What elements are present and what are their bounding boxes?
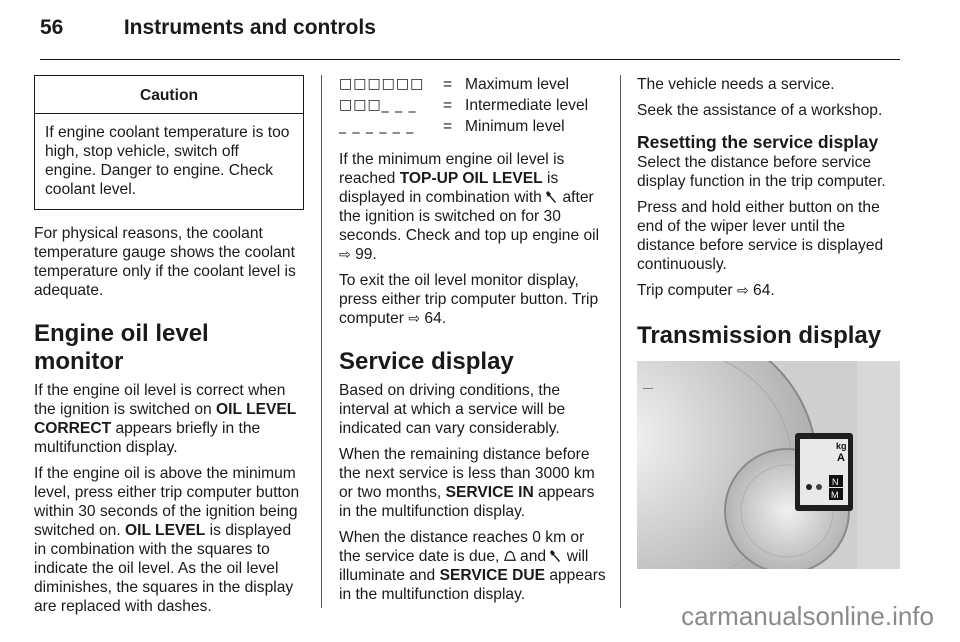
service-display-heading: Service display <box>339 348 514 375</box>
column-separator <box>321 75 322 608</box>
column-3 <box>637 75 901 574</box>
caution-box <box>34 75 304 210</box>
service-paragraph-2: When the remaining distance before the next service is less than 3000 km or two months, SERVICE IN appears in the multifunction display. <box>339 446 595 520</box>
level-row-min: _ _ _ _ _ _ = Minimum level <box>339 118 565 135</box>
wrench-icon <box>546 190 558 204</box>
column-1 <box>34 75 304 623</box>
level-row-intermediate: □□□_ _ _ = Intermediate level <box>339 97 589 114</box>
header-rule <box>40 59 900 60</box>
min-level-paragraph: If the minimum engine oil level is reached TOP-UP OIL LEVEL is displayed in combination with after the ignition is switched on for 30 seconds. Check and top up engine oil ⇨ 99. <box>339 151 600 263</box>
page-reference-arrow-icon: ⇨ <box>339 246 351 262</box>
oil-level-heading: Engine oil level monitor <box>34 320 209 375</box>
coolant-paragraph: For physical reasons, the coolant temperature gauge shows the coolant temperature only if the coolant level is adequate. <box>34 225 296 299</box>
service-paragraph-3: When the distance reaches 0 km or the service date is due, and will illuminate and SERVICE DUE appears in the multifunction display. <box>339 529 606 603</box>
reset-service-heading: Resetting the service display <box>637 132 879 152</box>
service-light-icon <box>504 549 516 563</box>
page-header <box>40 16 376 40</box>
exit-paragraph: To exit the oil level monitor display, press either trip computer button. Trip computer ⇨ 64. <box>339 272 599 327</box>
watermark: carmanualsonline.info <box>681 601 934 631</box>
caution-title: Caution <box>35 76 303 114</box>
service-needed-paragraph: The vehicle needs a service. <box>637 76 835 93</box>
workshop-paragraph: Seek the assistance of a workshop. <box>637 102 883 119</box>
instrument-cluster-image <box>637 361 900 569</box>
transmission-display-heading: Transmission display <box>637 322 882 349</box>
column-2 <box>339 75 606 611</box>
display-kg-label: kg <box>836 441 847 451</box>
column-separator <box>620 75 621 608</box>
caution-text: If engine coolant temperature is too high, stop vehicle, switch off engine. Danger to engine. Check coolant level. <box>45 124 290 198</box>
oil-paragraph-2: If the engine oil is above the minimum level, press either trip computer button within 30 seconds of the ignition being switched on. OIL LEVEL is displayed in combination with the squares to indicate the oil level. As the oil level diminishes, the squares in the display are replaced with dashes. <box>34 465 300 615</box>
service-paragraph-1: Based on driving conditions, the interval at which a service will be indicated can vary considerably. <box>339 382 566 437</box>
display-gear-label: A <box>837 452 845 464</box>
page-reference-arrow-icon: ⇨ <box>736 282 749 298</box>
wrench-icon <box>550 549 562 563</box>
level-row-max: □□□□□□ = Maximum level <box>339 76 569 93</box>
page-reference-arrow-icon: ⇨ <box>408 310 421 326</box>
snow-icon <box>816 484 822 490</box>
reset-paragraph-1: Select the distance before service display function in the trip computer. <box>637 154 886 190</box>
trip-computer-reference: Trip computer ⇨ 64. <box>637 282 775 299</box>
page-number: 56 <box>40 16 64 39</box>
gauge-tick-label: — <box>643 383 653 394</box>
display-n-label: N <box>832 477 839 487</box>
page-title: Instruments and controls <box>123 16 376 39</box>
gear-icon <box>806 484 812 490</box>
display-m-label: M <box>831 490 839 500</box>
oil-paragraph-1: If the engine oil level is correct when the ignition is switched on OIL LEVEL CORRECT appears briefly in the multifunction display. <box>34 382 297 456</box>
reset-paragraph-2: Press and hold either button on the end of the wiper lever until the distance before service is displayed continuously. <box>637 199 884 273</box>
